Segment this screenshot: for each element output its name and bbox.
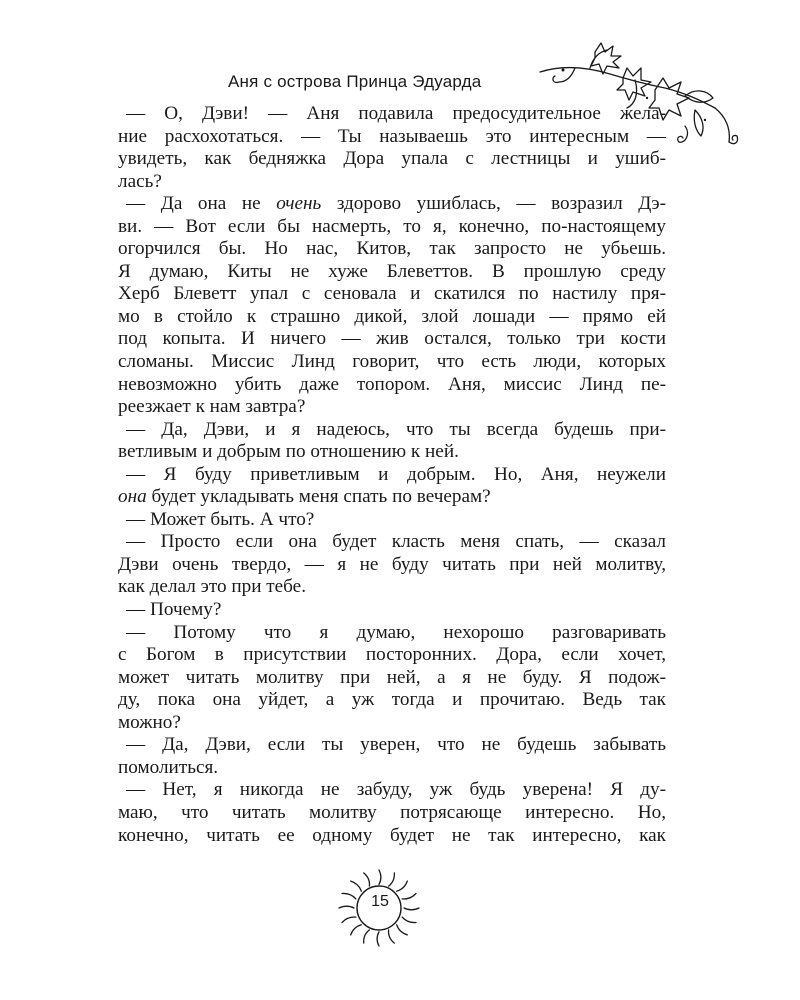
text-line: — Да, Дэви, и я надеюсь, что ты всегда будешь при- <box>126 418 666 440</box>
text-line: Я думаю, Киты не хуже Блеветтов. В прошлую среду <box>118 260 666 282</box>
text-line: мо в стойло к страшно дикой, злой лошади — прямо ей <box>118 305 666 327</box>
text-line: под копыта. И ничего — жив остался, только три кости <box>118 328 666 350</box>
text-line: огорчился бы. Но нас, Китов, так запросто не убьешь. <box>118 238 666 260</box>
text-line: лась? <box>118 170 162 192</box>
text-line: увидеть, как бедняжка Дора упала с лестницы и ушиб- <box>118 148 666 170</box>
text-line: — Да, Дэви, если ты уверен, что не будешь забывать <box>126 734 666 756</box>
text-line: — Потому что я думаю, нехорошо разговаривать <box>126 621 666 643</box>
text-line: может читать молитву при ней, а я не буду. Я подож- <box>118 666 666 688</box>
text-line: — Просто если она будет класть меня спать, — сказал <box>126 531 666 553</box>
text-line: с Богом в присутствии посторонних. Дора, если хочет, <box>118 644 666 666</box>
text-line: невозможно убить даже топором. Аня, миссис Линд пе- <box>118 373 666 395</box>
text-line: сломаны. Миссис Линд говорит, что есть люди, которых <box>118 351 666 373</box>
text-line: ветливым и добрым по отношению к ней. <box>118 441 459 463</box>
text-line: ви. — Вот если бы насмерть, то я, конечно, по-настоящему <box>118 215 666 237</box>
running-title: Аня с острова Принца Эдуарда <box>228 72 482 91</box>
text-line: Херб Блеветт упал с сеновала и скатился по настилу пря- <box>118 283 666 305</box>
text-line: как делал это при тебе. <box>118 576 306 598</box>
text-line: можно? <box>118 711 181 733</box>
text-line: — Я буду приветливым и добрым. Но, Аня, неужели <box>126 463 666 485</box>
text-line: маю, что читать молитву потрясающе интересно. Но, <box>118 801 666 823</box>
text-line: ду, пока она уйдет, а уж тогда и прочитаю. Ведь так <box>118 689 666 711</box>
text-line: реезжает к нам завтра? <box>118 396 306 418</box>
text-line: Дэви очень твердо, — я не буду читать при ней молитву, <box>118 553 666 575</box>
text-line: ние расхохотаться. — Ты называешь это интересным — <box>118 125 666 147</box>
text-line: помолиться. <box>118 756 219 778</box>
text-line: — Почему? <box>126 599 222 621</box>
text-line: — О, Дэви! — Аня подавила предосудительное жела- <box>126 103 666 124</box>
text-line: она будет укладывать меня спать по вечерам? <box>118 486 491 508</box>
text-line: конечно, читать ее одному будет не так интересно, как <box>118 824 666 846</box>
text-line: — Может быть. А что? <box>126 508 315 530</box>
text-line: — Да она не очень здорово ушиблась, — возразил Дэ- <box>126 193 666 215</box>
body-text <box>118 103 666 847</box>
page-number: 15 <box>371 893 389 910</box>
text-line: — Нет, я никогда не забуду, уж будь уверена! Я ду- <box>126 779 666 801</box>
